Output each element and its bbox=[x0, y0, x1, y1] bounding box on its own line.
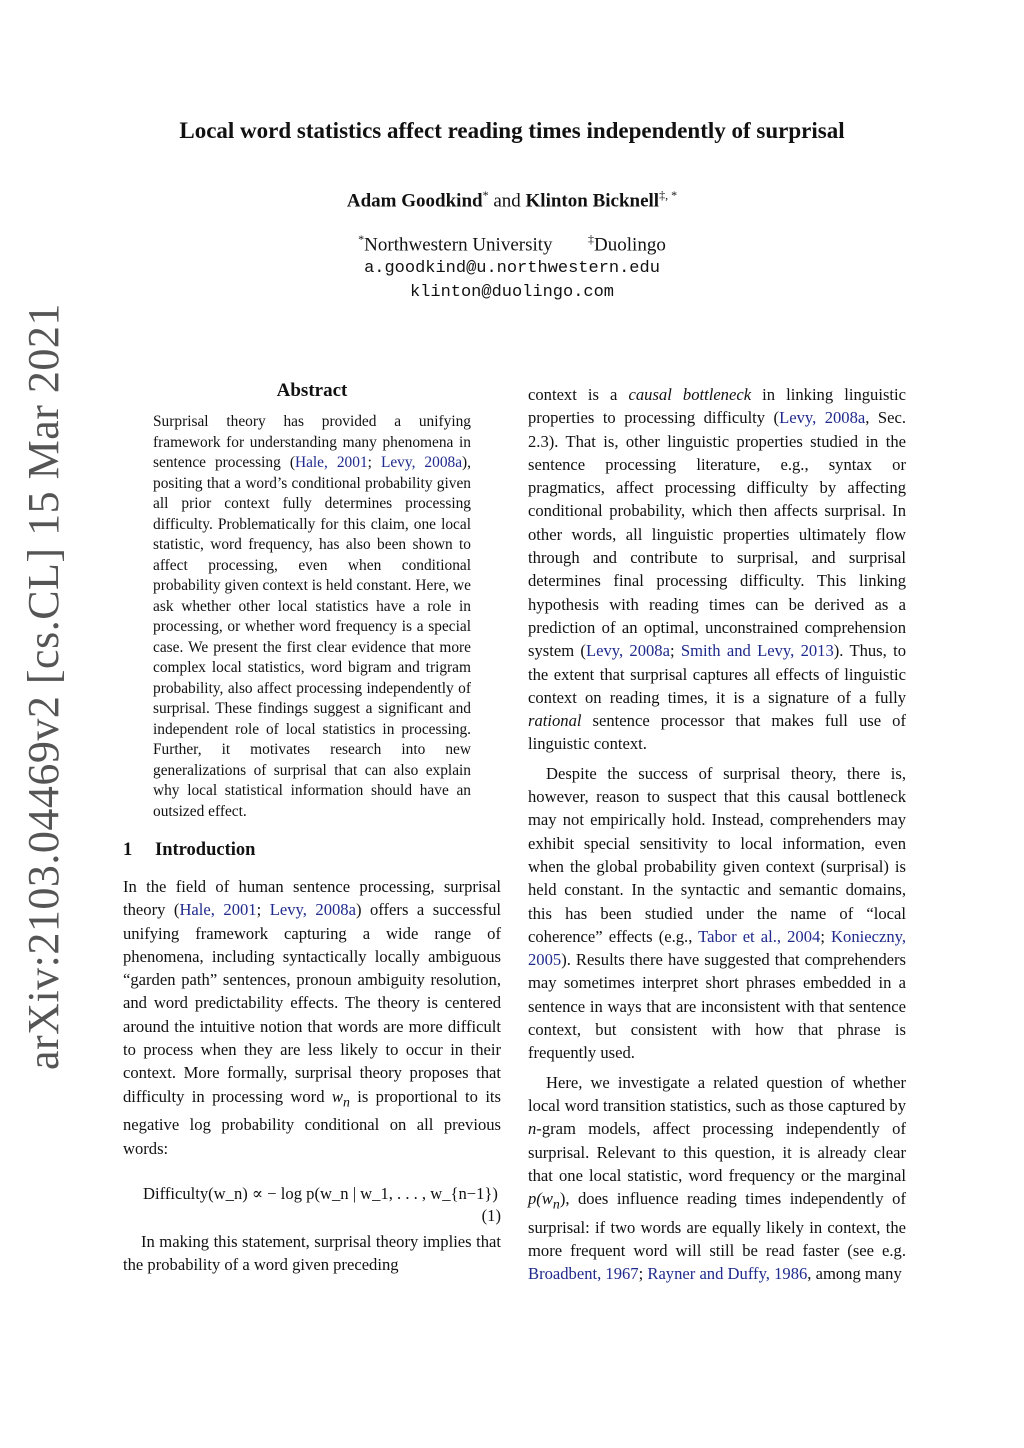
r-p1-b: in linking linguistic properties to processing difficulty ( bbox=[528, 385, 906, 428]
right-paragraph-2 bbox=[528, 762, 906, 1065]
r-p3-sep: ; bbox=[638, 1264, 648, 1284]
email-goodkind[interactable]: a.goodkind@u.northwestern.edu bbox=[364, 259, 660, 278]
intro-p1-text-a: In the field of human sentence processing, surprisal theory ( bbox=[123, 877, 501, 920]
r-cite-rayner-duffy[interactable]: Rayner and Duffy, 1986 bbox=[647, 1264, 808, 1284]
r-cite-levy-2[interactable]: Levy, 2008a bbox=[585, 641, 670, 661]
r-p2-sep: ; bbox=[820, 926, 832, 946]
r-p3-b: -gram models, affect processing independently of surprisal. Relevant to this question, it is already clear that one local statistic, word frequency or the marginal bbox=[528, 1119, 906, 1185]
affiliation-line bbox=[0, 232, 1024, 256]
r-p3-d: , among many bbox=[807, 1264, 902, 1284]
intro-p1-sep: ; bbox=[256, 900, 270, 920]
equation-body: Difficulty(w_n) ∝ − log p(w_n | w_1, . . . , w_{n−1}) bbox=[143, 1183, 498, 1203]
author-separator: and bbox=[488, 190, 526, 212]
r-p1-e: sentence processor that makes full use of linguistic context. bbox=[528, 711, 906, 754]
r-p2-a: Despite the success of surprisal theory, there is, however, reason to suspect that this causal bottleneck may not empirically hold. Instead, comprehenders may exhibit special sensitivity to local information, even when the global probability given context (surprisal) is held constant. In the syntactic and semantic domains, this has been studied under the name of “local coherence” effects (e.g., bbox=[528, 763, 906, 946]
r-cite-broadbent[interactable]: Broadbent, 1967 bbox=[528, 1264, 639, 1284]
r-p1-a: context is a bbox=[528, 385, 629, 404]
affil-duolingo: Duolingo bbox=[594, 234, 666, 256]
affil-northwestern-mark: * bbox=[358, 232, 365, 246]
r-p3-math-sub: n bbox=[552, 1196, 560, 1212]
affil-duolingo-mark: ‡ bbox=[588, 232, 595, 246]
r-p1-d: ). Thus, to the extent that surprisal captures all effects of linguistic context on reading times, it is a signature of a fully bbox=[528, 641, 906, 707]
intro-paragraph-1 bbox=[123, 875, 501, 1160]
r-cite-konieczny[interactable]: Konieczny, 2005 bbox=[528, 926, 906, 970]
author-bicknell-mark: ‡, * bbox=[659, 188, 678, 202]
right-column bbox=[528, 383, 906, 1286]
r-p2-b: ). Results there have suggested that comprehenders may sometimes interpret short phrases embedded in a sentence in ways that are inconsistent with that sentence context, but consistent with how that phrase is frequently used. bbox=[528, 950, 906, 1063]
abstract-cite-levy[interactable]: Levy, 2008a bbox=[380, 454, 463, 471]
author-line bbox=[0, 188, 1024, 212]
abstract-text-b: ), positing that a word’s conditional probability given all prior context fully determines processing difficulty. Problematically for this claim, one local statistic, word frequency, has also been shown to affect processing, even when conditional probability given context is held constant. Here, we ask whether other local statistics have a role in processing, or whether word frequency is a special case. We present the first clear evidence that more complex local statistics, word bigram and trigram probability, also affect processing independently of surprisal. These findings suggest a significant and independent role of local statistics in processing. Further, it motivates research into new generalizations of surprisal that can also explain why local statistical information should have an outsized effect. bbox=[153, 454, 472, 820]
author-goodkind-mark: * bbox=[482, 188, 489, 202]
r-p3-c: , does influence reading times independently of surprisal: if two words are equally likely in context, the more frequent word will still be read faster (see e.g. bbox=[528, 1189, 906, 1260]
abstract-text-a: Surprisal theory has provided a unifying framework for understanding many phenomena in sentence processing ( bbox=[153, 413, 471, 471]
intro-p1-text-b: ) offers a successful unifying framework capturing a wide range of phenomena, including syntactically locally ambiguous “garden path” sentences, pronoun ambiguity resolution, and word predictability effects. The theory is centered around the intuitive notion that words are more difficult to process when they are less likely to occur in their context. More formally, surprisal theory proposes that difficulty in processing word bbox=[123, 900, 501, 1106]
intro-cite-hale[interactable]: Hale, 2001 bbox=[179, 900, 257, 920]
r-cite-smith-levy[interactable]: Smith and Levy, 2013 bbox=[680, 641, 834, 661]
intro-p1-text-c: is proportional to its negative log probability conditional on all previous words: bbox=[123, 1086, 501, 1158]
section-number: 1 bbox=[123, 840, 133, 860]
author-goodkind: Adam Goodkind bbox=[346, 190, 483, 212]
abstract-body bbox=[153, 412, 471, 822]
r-p3-a: Here, we investigate a related question of whether local word transition statistics, such as those captured by bbox=[528, 1072, 906, 1115]
email-bicknell[interactable]: klinton@duolingo.com bbox=[409, 283, 615, 302]
r-p1-em-rational: rational bbox=[528, 711, 582, 731]
intro-var-sub: n bbox=[342, 1093, 350, 1109]
author-bicknell: Klinton Bicknell bbox=[525, 190, 660, 212]
intro-paragraph-2: In making this statement, surprisal theory implies that the probability of a word given preceding bbox=[123, 1231, 501, 1275]
left-column bbox=[123, 380, 501, 1276]
affil-northwestern: Northwestern University bbox=[364, 234, 553, 256]
abstract-sep: ; bbox=[367, 454, 381, 471]
intro-var-w: w bbox=[331, 1086, 343, 1106]
equation-1 bbox=[123, 1184, 501, 1230]
r-p1-c: , Sec. 2.3). That is, other linguistic properties studied in the sentence processing literature, e.g., syntax or pragmatics, affect processing difficulty by affecting conditional probability, which then affects surprisal. In other words, all linguistic properties ultimately flow through and contribute to surprisal, and surprisal determines final processing difficulty. This linking hypothesis with reading times can be derived as a prediction of an optimal, unconstrained comprehension system ( bbox=[528, 408, 906, 661]
r-p1-sep: ; bbox=[669, 641, 681, 661]
right-paragraph-1 bbox=[528, 383, 906, 756]
section-heading-introduction bbox=[123, 840, 501, 861]
abstract-cite-hale[interactable]: Hale, 2001 bbox=[294, 454, 368, 471]
r-p3-math-end: ) bbox=[559, 1189, 566, 1209]
r-cite-tabor[interactable]: Tabor et al., 2004 bbox=[698, 926, 821, 946]
r-p3-var-n: n bbox=[528, 1119, 537, 1139]
arxiv-sidebar-stamp: arXiv:2103.04469v2 [cs.CL] 15 Mar 2021 bbox=[19, 303, 68, 1070]
intro-cite-levy[interactable]: Levy, 2008a bbox=[269, 900, 356, 920]
r-p3-math: p(w bbox=[528, 1189, 553, 1209]
equation-number: (1) bbox=[481, 1205, 501, 1225]
r-p1-em-causal-bottleneck: causal bottleneck bbox=[628, 385, 752, 404]
right-paragraph-3 bbox=[528, 1071, 906, 1286]
paper-title: Local word statistics affect reading times independently of surprisal bbox=[179, 118, 845, 143]
abstract-heading: Abstract bbox=[276, 380, 348, 401]
section-title: Introduction bbox=[155, 840, 256, 860]
r-cite-levy-1[interactable]: Levy, 2008a bbox=[779, 408, 866, 428]
